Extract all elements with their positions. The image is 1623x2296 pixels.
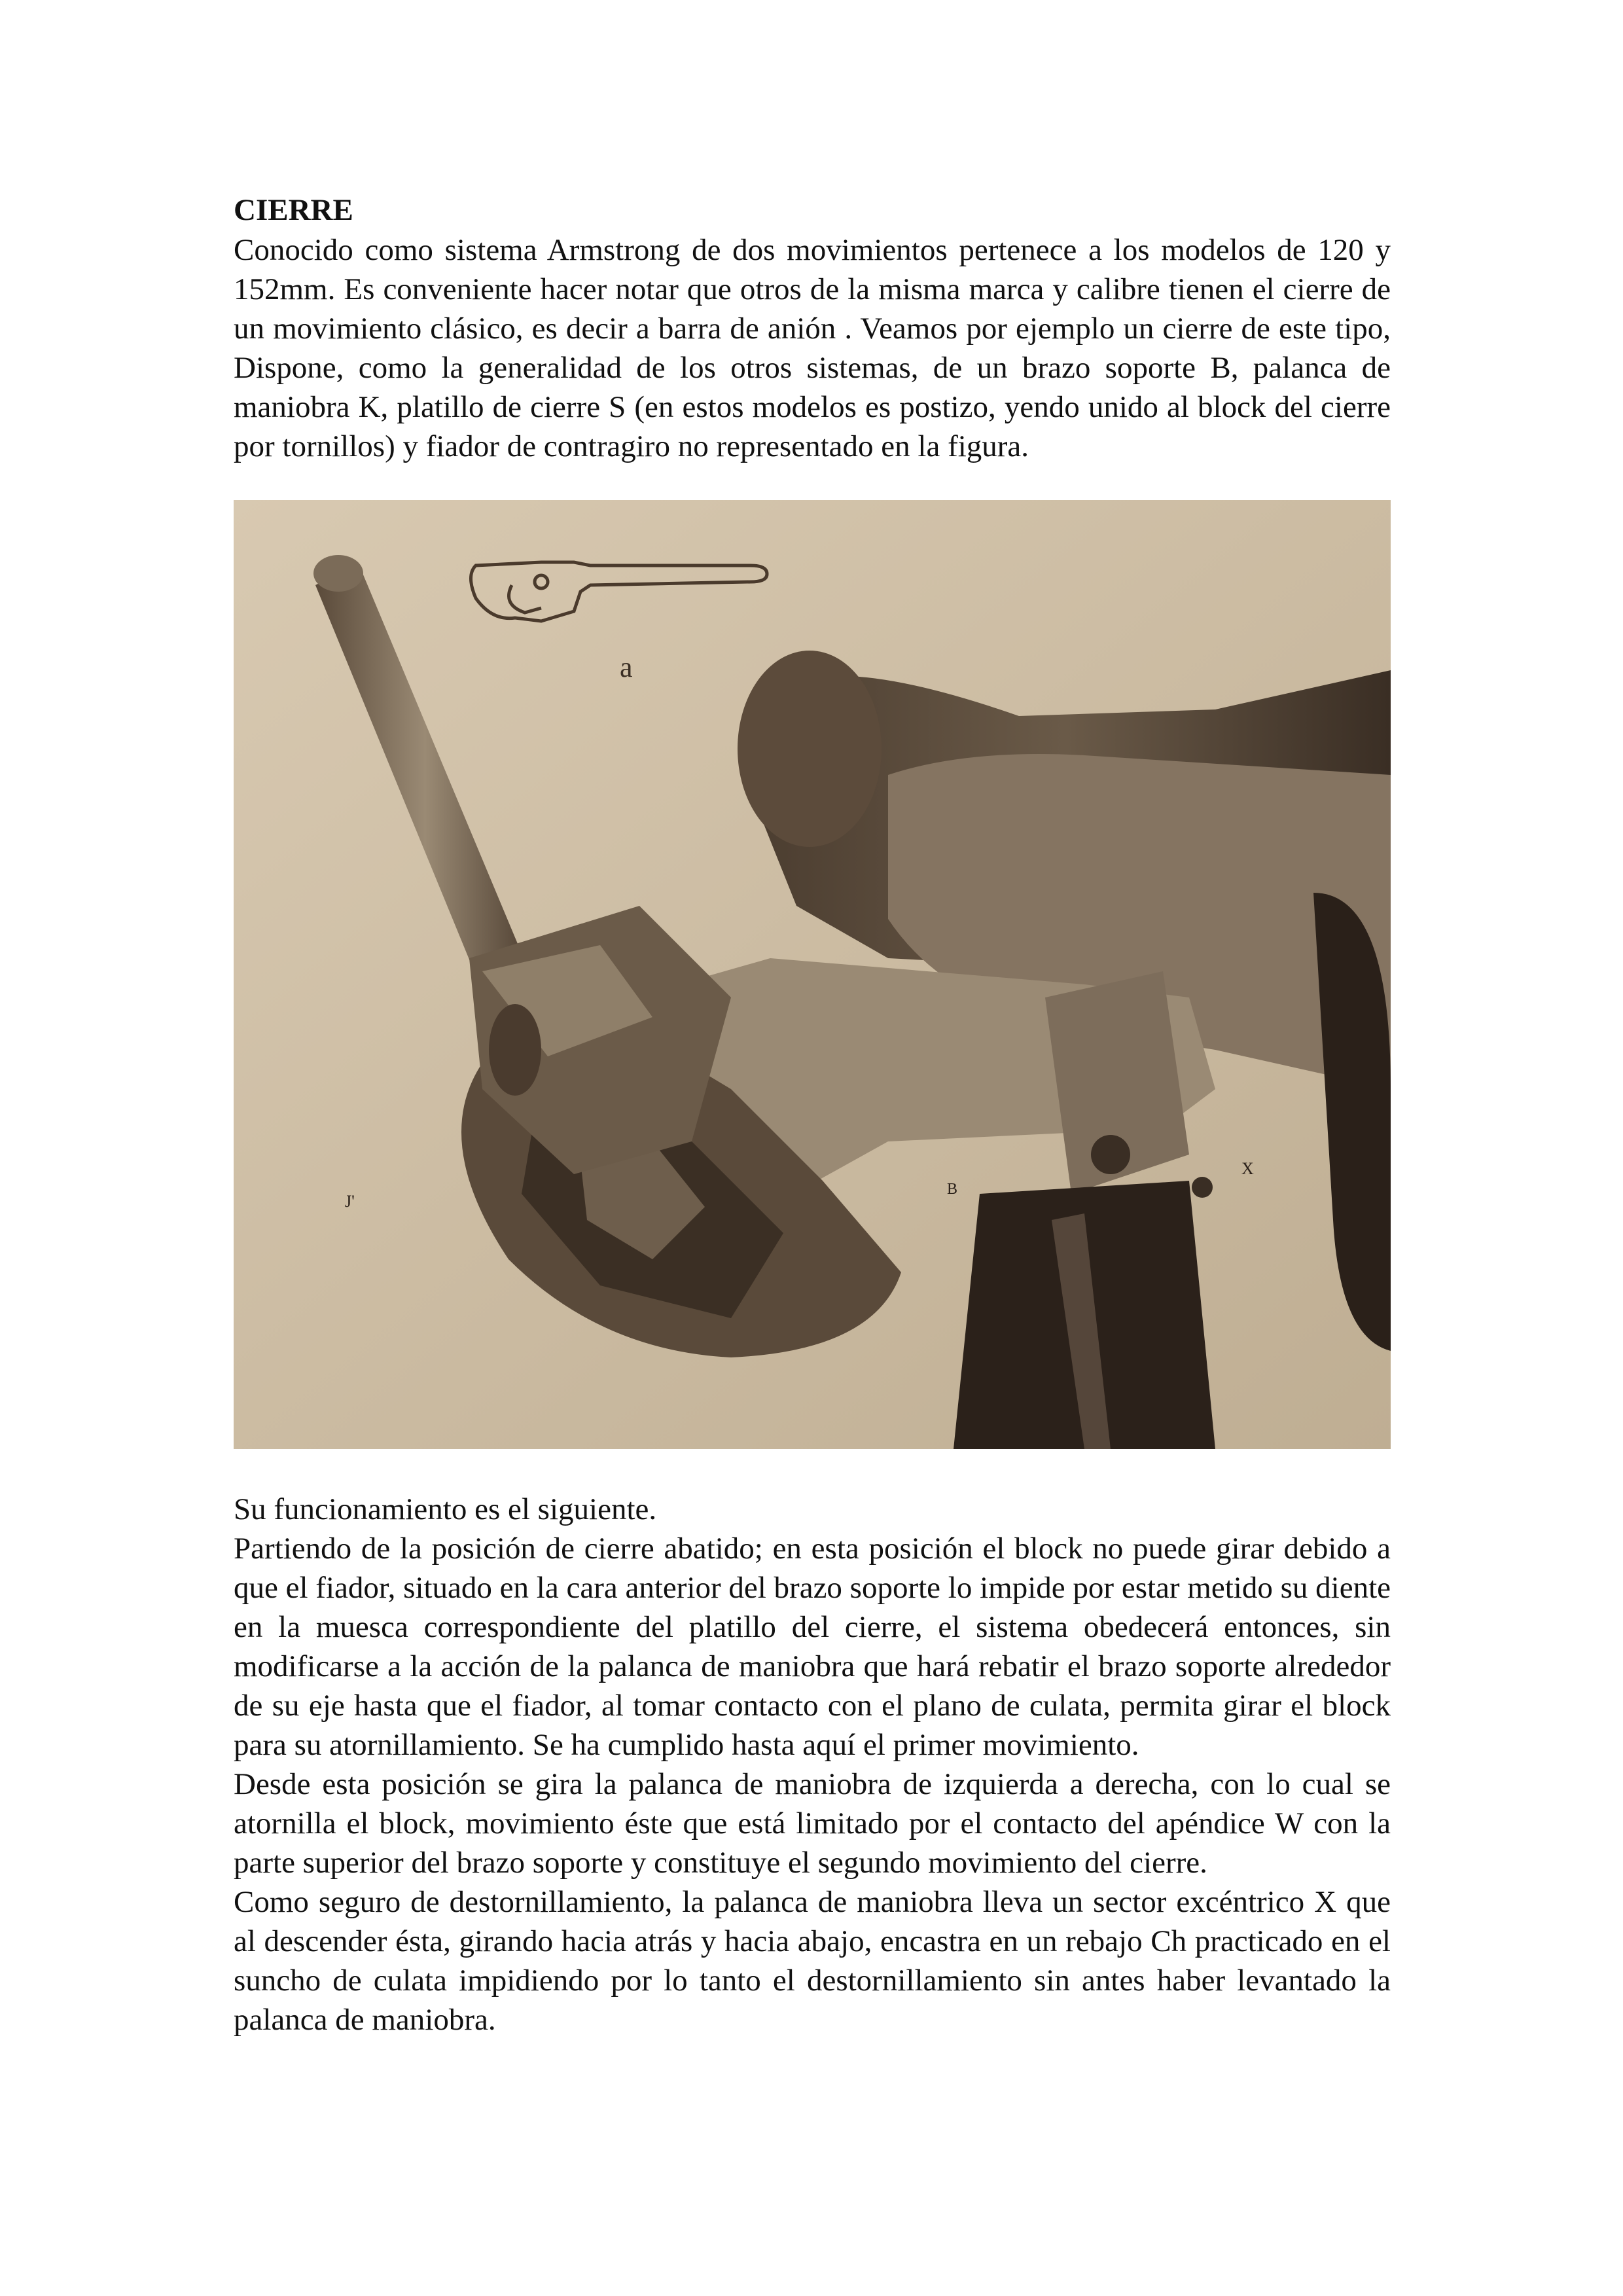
label-j: J' xyxy=(345,1192,355,1211)
lower-mount xyxy=(954,1181,1215,1449)
intro-paragraph: Conocido como sistema Armstrong de dos movimientos pertenece a los modelos de 120 y 152mm. Es conveniente hacer notar que otros de la misma marca y calibre tienen el cierre de un movimiento clásico, es decir a barra de anión . Veamos por ejemplo un cierre de este tipo, Dispone, como la generalidad de los otros sistemas, de un brazo soporte B, palanca de maniobra K, platillo de cierre S (en estos modelos es postizo, yendo unido al block del cierre por tornillos) y fiador de contragiro no representado en la figura. xyxy=(234,233,1391,463)
breech-mechanism-photo xyxy=(234,500,1391,1449)
body-paragraph-2: Partiendo de la posición de cierre abatido; en esta posición el block no puede girar debido a que el fiador, situado en la cara anterior del brazo soporte lo impide por estar metido su diente en la muesca correspondiente del platillo del cierre, el sistema obedecerá entonces, sin modificarse a la acción de la palanca de maniobra que hará rebatir el brazo soporte alrededor de su eje hasta que el fiador, al tomar contacto con el plano de culata, permita girar el block para su atornillamiento. Se ha cumplido hasta aquí el primer movimiento. xyxy=(234,1532,1391,1762)
label-b: B xyxy=(947,1181,958,1198)
label-x: X xyxy=(1241,1159,1254,1178)
section-heading: CIERRE xyxy=(234,193,353,227)
body-paragraph-4: Como seguro de destornillamiento, la palanca de maniobra lleva un sector excéntrico X que al descender ésta, girando hacia atrás y hacia abajo, encastra en un rebajo Ch practicado en el suncho de culata impidiendo por lo tanto el destornillamiento sin antes haber levantado la palanca de maniobra. xyxy=(234,1885,1391,2037)
body-paragraph-1: Su funcionamiento es el siguiente. xyxy=(234,1492,657,1526)
document-page xyxy=(234,190,1391,2039)
label-a: a xyxy=(620,651,633,683)
photo-illustration xyxy=(234,500,1391,1449)
body-paragraph-3: Desde esta posición se gira la palanca de maniobra de izquierda a derecha, con lo cual se atornilla el block, movimiento éste que está limitado por el contacto del apéndice W con la parte superior del brazo soporte y constituye el segundo movimiento del cierre. xyxy=(234,1767,1391,1880)
